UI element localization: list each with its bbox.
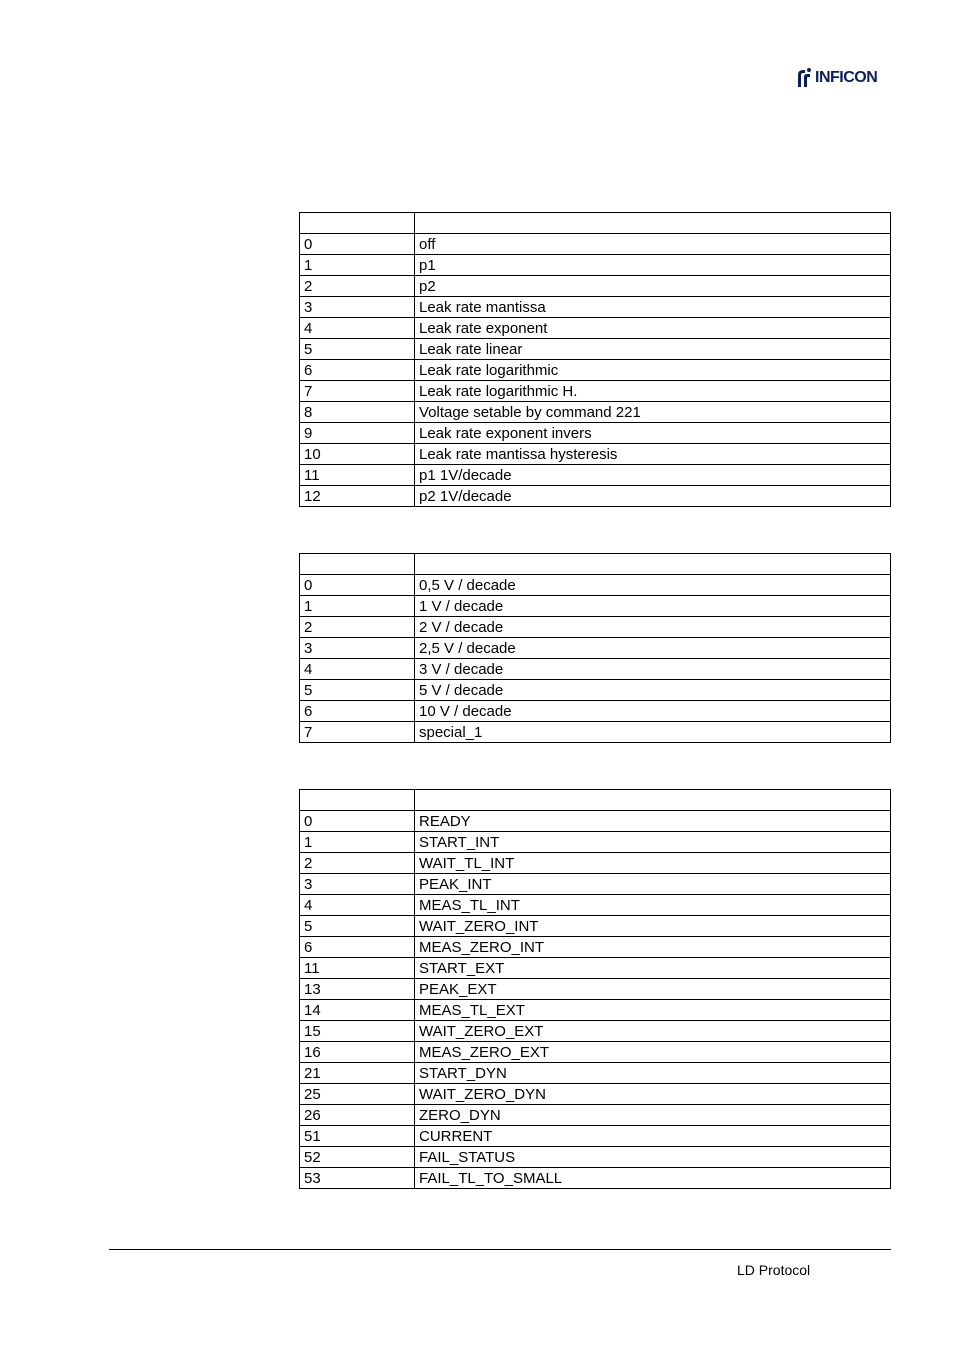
cell-value: 0 (300, 575, 415, 596)
cell-description: CURRENT (415, 1126, 891, 1147)
cell-description: START_EXT (415, 958, 891, 979)
cell-value: 8 (300, 402, 415, 423)
table-row (300, 1126, 891, 1147)
cell-value: 14 (300, 1000, 415, 1021)
table-row (300, 575, 891, 596)
cell-description: 2,5 V / decade (415, 638, 891, 659)
cell-value: 11 (300, 958, 415, 979)
logo-text: INFICON (815, 69, 878, 86)
table-row (300, 958, 891, 979)
cell-description: FAIL_STATUS (415, 1147, 891, 1168)
table-row (300, 402, 891, 423)
cell-description: 10 V / decade (415, 701, 891, 722)
cell-description: Leak rate exponent (415, 318, 891, 339)
cell-value: 1 (300, 832, 415, 853)
cell-description: WAIT_ZERO_DYN (415, 1084, 891, 1105)
cell-description: 1 V / decade (415, 596, 891, 617)
cell-value: 6 (300, 360, 415, 381)
cell-description: WAIT_ZERO_EXT (415, 1021, 891, 1042)
inficon-logo-mark-icon (795, 67, 813, 89)
cell-description: p1 (415, 255, 891, 276)
cell-description: FAIL_TL_TO_SMALL (415, 1168, 891, 1189)
cell-value: 3 (300, 638, 415, 659)
cell-value: 21 (300, 1063, 415, 1084)
table-row (300, 1168, 891, 1189)
table-row (300, 1021, 891, 1042)
table-row (300, 617, 891, 638)
cell-value: 1 (300, 255, 415, 276)
cell-description: off (415, 234, 891, 255)
table-row (300, 832, 891, 853)
table-row (300, 659, 891, 680)
table-row (300, 874, 891, 895)
cell-value: 1 (300, 596, 415, 617)
cell-description: 3 V / decade (415, 659, 891, 680)
cell-value: 3 (300, 297, 415, 318)
cell-description: START_INT (415, 832, 891, 853)
table-row (300, 234, 891, 255)
analog-output-table (299, 212, 891, 507)
cell-description: special_1 (415, 722, 891, 743)
cell-value: 9 (300, 423, 415, 444)
table-row (300, 339, 891, 360)
table-row (300, 916, 891, 937)
cell-description: PEAK_INT (415, 874, 891, 895)
table-header-row (300, 554, 891, 575)
cell-description: MEAS_ZERO_EXT (415, 1042, 891, 1063)
cell-value: 53 (300, 1168, 415, 1189)
table-row (300, 638, 891, 659)
table-row (300, 722, 891, 743)
table-row (300, 680, 891, 701)
cell-description: 2 V / decade (415, 617, 891, 638)
table-row (300, 1105, 891, 1126)
inficon-logo (795, 67, 877, 89)
cell-value: 4 (300, 659, 415, 680)
cell-description: WAIT_ZERO_INT (415, 916, 891, 937)
header-cell-description (415, 213, 891, 234)
calibration-status-table (299, 789, 891, 1189)
cell-description: MEAS_TL_INT (415, 895, 891, 916)
table-row (300, 1147, 891, 1168)
footer-label: LD Protocol (737, 1262, 811, 1278)
table-row (300, 444, 891, 465)
table-row (300, 811, 891, 832)
header-cell-value (300, 790, 415, 811)
table-row (300, 1084, 891, 1105)
cell-value: 0 (300, 811, 415, 832)
table-row (300, 979, 891, 1000)
cell-description: MEAS_ZERO_INT (415, 937, 891, 958)
cell-value: 6 (300, 937, 415, 958)
cell-description: p2 1V/decade (415, 486, 891, 507)
cell-value: 12 (300, 486, 415, 507)
table-row (300, 318, 891, 339)
cell-value: 0 (300, 234, 415, 255)
cell-description: 5 V / decade (415, 680, 891, 701)
table-row (300, 1000, 891, 1021)
cell-description: WAIT_TL_INT (415, 853, 891, 874)
cell-description: Leak rate linear (415, 339, 891, 360)
header-cell-description (415, 554, 891, 575)
table-row (300, 701, 891, 722)
cell-value: 6 (300, 701, 415, 722)
cell-value: 10 (300, 444, 415, 465)
cell-description: p2 (415, 276, 891, 297)
table-row (300, 297, 891, 318)
cell-value: 15 (300, 1021, 415, 1042)
table-row (300, 465, 891, 486)
cell-description: ZERO_DYN (415, 1105, 891, 1126)
cell-value: 5 (300, 339, 415, 360)
table-row (300, 1063, 891, 1084)
cell-description: Leak rate mantissa (415, 297, 891, 318)
cell-value: 2 (300, 276, 415, 297)
cell-value: 5 (300, 680, 415, 701)
table-header-row (300, 213, 891, 234)
table-row (300, 360, 891, 381)
cell-value: 51 (300, 1126, 415, 1147)
cell-value: 26 (300, 1105, 415, 1126)
cell-value: 5 (300, 916, 415, 937)
table-row (300, 1042, 891, 1063)
cell-description: MEAS_TL_EXT (415, 1000, 891, 1021)
table-row (300, 596, 891, 617)
cell-value: 13 (300, 979, 415, 1000)
cell-description: Leak rate exponent invers (415, 423, 891, 444)
cell-value: 16 (300, 1042, 415, 1063)
header-cell-value (300, 554, 415, 575)
cell-description: Leak rate mantissa hysteresis (415, 444, 891, 465)
table-row (300, 276, 891, 297)
cell-description: PEAK_EXT (415, 979, 891, 1000)
cell-value: 4 (300, 895, 415, 916)
table-row (300, 895, 891, 916)
cell-value: 7 (300, 722, 415, 743)
cell-value: 25 (300, 1084, 415, 1105)
cell-value: 7 (300, 381, 415, 402)
cell-value: 52 (300, 1147, 415, 1168)
table-row (300, 937, 891, 958)
header-cell-value (300, 213, 415, 234)
analog-scale-table (299, 553, 891, 743)
cell-description: 0,5 V / decade (415, 575, 891, 596)
header-cell-description (415, 790, 891, 811)
table-header-row (300, 790, 891, 811)
cell-value: 3 (300, 874, 415, 895)
table-row (300, 853, 891, 874)
cell-value: 4 (300, 318, 415, 339)
cell-value: 11 (300, 465, 415, 486)
table-row (300, 423, 891, 444)
table-row (300, 381, 891, 402)
cell-value: 2 (300, 853, 415, 874)
cell-description: Leak rate logarithmic H. (415, 381, 891, 402)
table-row (300, 255, 891, 276)
cell-description: p1 1V/decade (415, 465, 891, 486)
footer-divider (109, 1249, 891, 1250)
cell-description: Leak rate logarithmic (415, 360, 891, 381)
table-row (300, 486, 891, 507)
cell-value: 2 (300, 617, 415, 638)
cell-description: Voltage setable by command 221 (415, 402, 891, 423)
cell-description: READY (415, 811, 891, 832)
cell-description: START_DYN (415, 1063, 891, 1084)
